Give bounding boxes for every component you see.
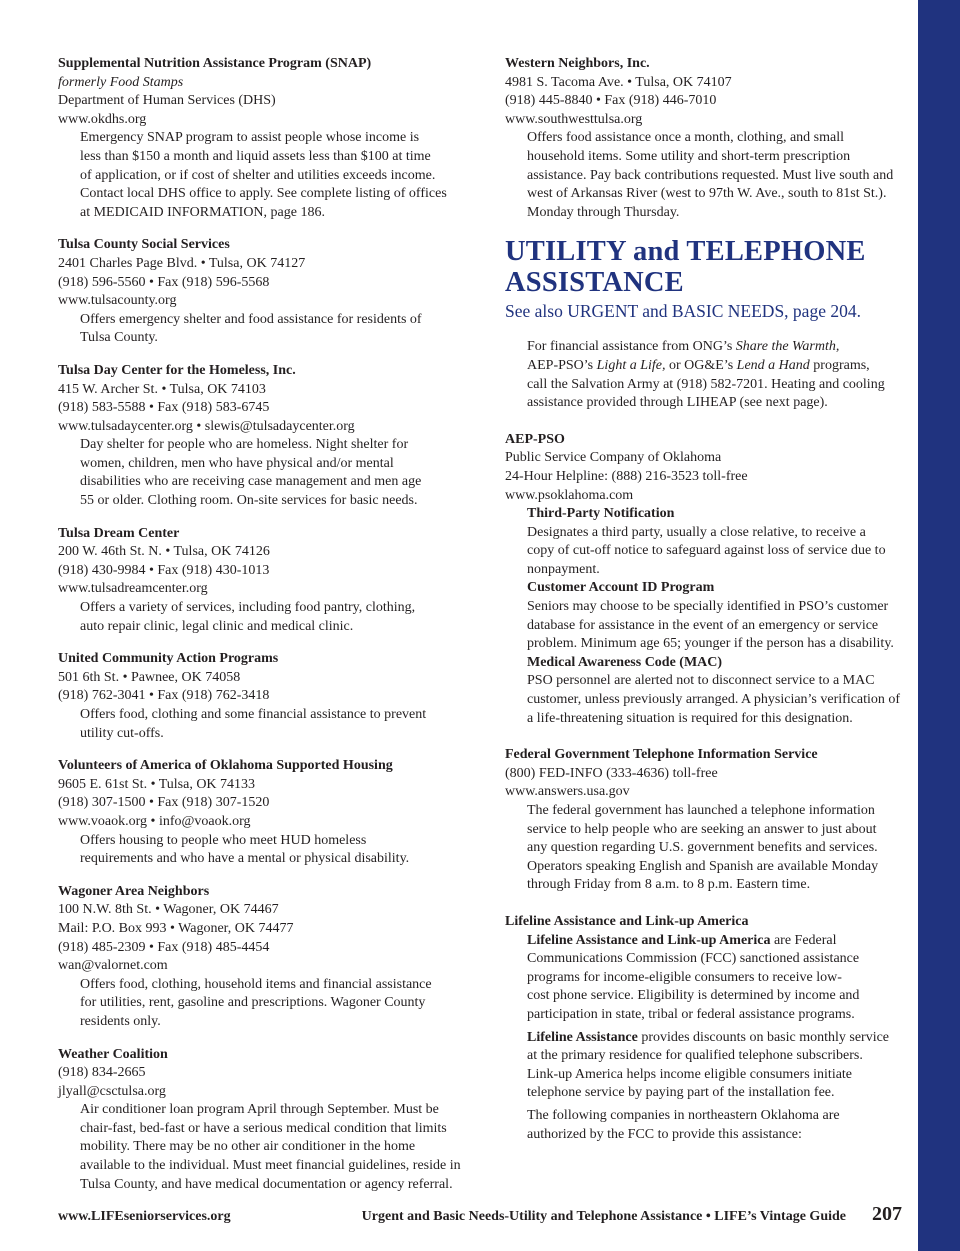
program-name: Share the Warmth, xyxy=(735,339,840,355)
intro-line-3: call the Salvation Army at (918) 582-7201. Heating and cooling xyxy=(527,376,885,392)
description-line: Tulsa County. xyxy=(80,330,158,346)
description-line: database for assistance in the event of an emergency or service xyxy=(527,617,879,633)
para-line xyxy=(527,932,910,951)
description-line: Operators speaking English and Spanish are available Monday xyxy=(527,858,879,874)
description-line: Emergency SNAP program to assist people whose income is xyxy=(80,130,420,146)
description-line: through Friday from 8 a.m. to 8 p.m. Eastern time. xyxy=(527,877,811,893)
description-line: service to help people who are seeking an answer to just about xyxy=(527,821,877,837)
program-subtitle: Third-Party Notification xyxy=(527,506,675,522)
listing-entry xyxy=(58,1046,468,1195)
description-line: utility cut-offs. xyxy=(80,725,164,741)
para-line: participation in state, tribal or federal assistance programs. xyxy=(527,1006,855,1022)
description-line: Seniors may choose to be specially identified in PSO’s customer xyxy=(527,599,889,615)
listing-description xyxy=(505,802,910,895)
intro-line-4: assistance provided through LIHEAP (see next page). xyxy=(527,395,828,411)
page-footer xyxy=(58,1203,904,1231)
description-line: residents only. xyxy=(80,1013,161,1029)
contact-line: 4981 S. Tacoma Ave. • Tulsa, OK 74107 xyxy=(505,74,732,90)
program-subtitle: Customer Account ID Program xyxy=(527,580,715,596)
contact-line: www.tulsadreamcenter.org xyxy=(58,581,208,597)
right-column xyxy=(505,55,910,1158)
listing-western-neighbors xyxy=(505,55,910,222)
para-text: are Federal xyxy=(770,932,837,948)
section-title-line2: ASSISTANCE xyxy=(505,267,684,299)
intro-text: AEP-PSO’s xyxy=(527,357,597,373)
description-line: The federal government has launched a telephone information xyxy=(527,803,875,818)
program-name: Lend a Hand xyxy=(736,357,810,373)
para-line: cost phone service. Eligibility is determined by income and xyxy=(527,988,860,1004)
contact-line: wan@valornet.com xyxy=(58,958,168,974)
description-line: mobility. There may be no other air conditioner in the home xyxy=(80,1139,416,1155)
description-line: customer, unless previously arranged. A physician’s verification of xyxy=(527,692,901,708)
description-line: Offers food assistance once a month, clothing, and small xyxy=(527,130,844,146)
listing-description xyxy=(58,311,468,348)
lifeline-paragraph-1 xyxy=(505,932,910,1025)
listing-federal-info xyxy=(505,746,910,895)
listing-name: AEP-PSO xyxy=(505,431,565,447)
contact-line: 2401 Charles Page Blvd. • Tulsa, OK 74127 xyxy=(58,255,306,271)
footer-website-link[interactable]: www.LIFEseniorservices.org xyxy=(58,1209,231,1224)
description-line: Offers housing to people who meet HUD homeless xyxy=(80,832,367,848)
contact-line: www.tulsacounty.org xyxy=(58,293,177,309)
contact-line: (918) 834-2665 xyxy=(58,1065,146,1081)
contact-line: www.okdhs.org xyxy=(58,111,147,127)
program-subtitle: Medical Awareness Code (MAC) xyxy=(527,654,723,670)
description-line: for utilities, rent, gasoline and prescriptions. Wagoner County xyxy=(80,995,426,1011)
description-line: assistance. Pay back contributions requested. Must live south and xyxy=(527,167,894,183)
listing-entry xyxy=(58,236,468,348)
intro-text: or OG&E’s xyxy=(665,357,737,373)
description-line: Offers food, clothing, household items and financial assistance xyxy=(80,976,432,992)
listing-name: Supplemental Nutrition Assistance Program (SNAP) xyxy=(58,56,372,71)
description-line: Offers emergency shelter and food assistance for residents of xyxy=(80,311,422,327)
para-line: The following companies in northeastern Oklahoma are xyxy=(527,1107,840,1123)
contact-line: (918) 485-2309 • Fax (918) 485-4454 xyxy=(58,939,270,955)
contact-line: 24-Hour Helpline: (888) 216-3523 toll-free xyxy=(505,468,748,484)
listing-description xyxy=(58,129,468,222)
description-line: at MEDICAID INFORMATION, page 186. xyxy=(80,204,325,220)
page-edge-bar xyxy=(918,0,960,1251)
para-line: telephone service by paying part of the installation fee. xyxy=(527,1085,835,1101)
listing-name: Tulsa Day Center for the Homeless, Inc. xyxy=(58,362,296,378)
description-line: Air conditioner loan program April through September. Must be xyxy=(80,1102,439,1118)
description-line: a life-threatening situation is required for this designation. xyxy=(527,710,853,726)
description-line: Monday through Thursday. xyxy=(527,204,680,220)
listing-name: Weather Coalition xyxy=(58,1046,168,1062)
listing-description xyxy=(505,129,910,222)
description-line: requirements and who have a mental or physical disability. xyxy=(80,851,410,867)
intro-line-2 xyxy=(527,357,910,376)
listing-description xyxy=(58,1101,468,1194)
listing-description xyxy=(58,599,468,636)
listing-description xyxy=(58,706,468,743)
contact-line: (918) 762-3041 • Fax (918) 762-3418 xyxy=(58,688,270,704)
contact-line: www.voaok.org • info@voaok.org xyxy=(58,813,251,829)
para-line: Communications Commission (FCC) sanctioned assistance xyxy=(527,951,860,967)
program-description xyxy=(505,598,910,654)
program-description xyxy=(505,524,910,580)
contact-line: jlyall@csctulsa.org xyxy=(58,1083,166,1099)
para-line: programs for income-eligible consumers to receive low- xyxy=(527,969,842,985)
program-name: Light a Life, xyxy=(596,357,666,373)
listing-entry xyxy=(58,883,468,1032)
listing-note: formerly Food Stamps xyxy=(58,74,184,90)
listing-entry xyxy=(58,757,468,869)
see-also-link[interactable]: See also URGENT and BASIC NEEDS, page 204. xyxy=(505,301,861,322)
description-line: any question regarding U.S. government benefits and services. xyxy=(527,840,878,856)
bold-term: Lifeline Assistance and Link-up America xyxy=(527,932,771,948)
contact-line: www.southwesttulsa.org xyxy=(505,111,643,127)
description-line: Offers a variety of services, including food pantry, clothing, xyxy=(80,600,416,616)
para-line: authorized by the FCC to provide this assistance: xyxy=(527,1126,802,1142)
contact-line: 501 6th St. • Pawnee, OK 74058 xyxy=(58,669,241,685)
listing-entry xyxy=(58,650,468,743)
program-description xyxy=(505,672,910,728)
para-line: at the primary residence for qualified telephone subscribers. xyxy=(527,1048,863,1064)
footer-running-title: Urgent and Basic Needs-Utility and Telephone Assistance • LIFE’s Vintage Guide xyxy=(361,1209,846,1224)
description-line: Contact local DHS office to apply. See complete listing of offices xyxy=(80,186,447,202)
listing-description xyxy=(58,436,468,510)
intro-line-1 xyxy=(527,338,910,357)
listing-name: Tulsa Dream Center xyxy=(58,525,180,541)
listing-entry xyxy=(58,55,468,222)
left-column xyxy=(58,55,468,1208)
description-line: 55 or older. Clothing room. On-site services for basic needs. xyxy=(80,493,418,509)
description-line: Designates a third party, usually a close relative, to receive a xyxy=(527,524,866,540)
description-line: of application, or if cost of shelter and utilities exceeds income. xyxy=(80,167,436,183)
contact-line: 415 W. Archer St. • Tulsa, OK 74103 xyxy=(58,381,266,397)
description-line: auto repair clinic, legal clinic and medical clinic. xyxy=(80,618,354,634)
section-intro xyxy=(505,338,910,412)
listing-entry xyxy=(58,362,468,511)
description-line: Tulsa County, and have medical documentation or agency referral. xyxy=(80,1176,453,1192)
description-line: copy of cut-off notice to safeguard against loss of service due to xyxy=(527,543,886,559)
listing-name: Western Neighbors, Inc. xyxy=(505,56,650,71)
description-line: women, children, men who have physical and/or mental xyxy=(80,455,394,471)
contact-line: Department of Human Services (DHS) xyxy=(58,93,276,109)
listing-lifeline xyxy=(505,913,910,1144)
contact-line: (918) 583-5588 • Fax (918) 583-6745 xyxy=(58,400,270,416)
contact-line: Public Service Company of Oklahoma xyxy=(505,450,722,466)
page-number: 207 xyxy=(872,1203,902,1225)
contact-line: www.psoklahoma.com xyxy=(505,487,634,503)
section-title xyxy=(505,236,910,298)
listing-name: Volunteers of America of Oklahoma Supported Housing xyxy=(58,758,393,774)
listing-description xyxy=(58,832,468,869)
listing-description xyxy=(58,976,468,1032)
contact-line: 100 N.W. 8th St. • Wagoner, OK 74467 xyxy=(58,902,279,918)
contact-line: Mail: P.O. Box 993 • Wagoner, OK 74477 xyxy=(58,920,294,936)
description-line: household items. Some utility and short-term prescription xyxy=(527,148,851,164)
contact-line: www.tulsadaycenter.org • slewis@tulsadaycenter.org xyxy=(58,418,355,434)
para-text: provides discounts on basic monthly service xyxy=(637,1029,890,1045)
listing-name: Wagoner Area Neighbors xyxy=(58,883,210,899)
listing-name: Federal Government Telephone Information Service xyxy=(505,747,818,763)
lifeline-paragraph-2 xyxy=(505,1029,910,1103)
contact-line: 200 W. 46th St. N. • Tulsa, OK 74126 xyxy=(58,544,270,560)
listing-aep-pso xyxy=(505,431,910,729)
contact-line: (918) 430-9984 • Fax (918) 430-1013 xyxy=(58,562,270,578)
intro-text: For financial assistance from ONG’s xyxy=(527,339,736,355)
description-line: chair-fast, bed-fast or have a serious medical condition that limits xyxy=(80,1120,447,1136)
listing-name: Tulsa County Social Services xyxy=(58,237,230,253)
contact-line: 9605 E. 61st St. • Tulsa, OK 74133 xyxy=(58,776,256,792)
contact-line: (918) 307-1500 • Fax (918) 307-1520 xyxy=(58,795,270,811)
description-line: west of Arkansas River (west to 97th W. Ave., south to 81st St.). xyxy=(527,186,887,202)
description-line: nonpayment. xyxy=(527,561,600,577)
para-line: Link-up America helps income eligible consumers initiate xyxy=(527,1066,853,1082)
listing-entry xyxy=(58,525,468,637)
listing-name: Lifeline Assistance and Link-up America xyxy=(505,913,749,929)
section-title-line1: UTILITY and TELEPHONE xyxy=(505,236,866,268)
intro-text: programs, xyxy=(809,357,870,373)
description-line: disabilities who are receiving case management and men age xyxy=(80,474,422,490)
description-line: PSO personnel are alerted not to disconnect service to a MAC xyxy=(527,673,875,689)
description-line: problem. Minimum age 65; younger if the person has a disability. xyxy=(527,636,894,652)
para-line xyxy=(527,1029,910,1048)
contact-line: (800) FED-INFO (333-4636) toll-free xyxy=(505,765,718,781)
listing-name: United Community Action Programs xyxy=(58,651,279,667)
description-line: Day shelter for people who are homeless. Night shelter for xyxy=(80,437,409,453)
lifeline-paragraph-3 xyxy=(505,1107,910,1144)
bold-term: Lifeline Assistance xyxy=(527,1029,638,1045)
description-line: less than $150 a month and liquid assets less than $100 at time xyxy=(80,148,431,164)
contact-line: www.answers.usa.gov xyxy=(505,784,630,800)
description-line: Offers food, clothing and some financial assistance to prevent xyxy=(80,707,427,722)
contact-line: (918) 596-5560 • Fax (918) 596-5568 xyxy=(58,274,270,290)
contact-line: (918) 445-8840 • Fax (918) 446-7010 xyxy=(505,93,717,109)
description-line: available to the individual. Must meet financial guidelines, reside in xyxy=(80,1158,461,1174)
